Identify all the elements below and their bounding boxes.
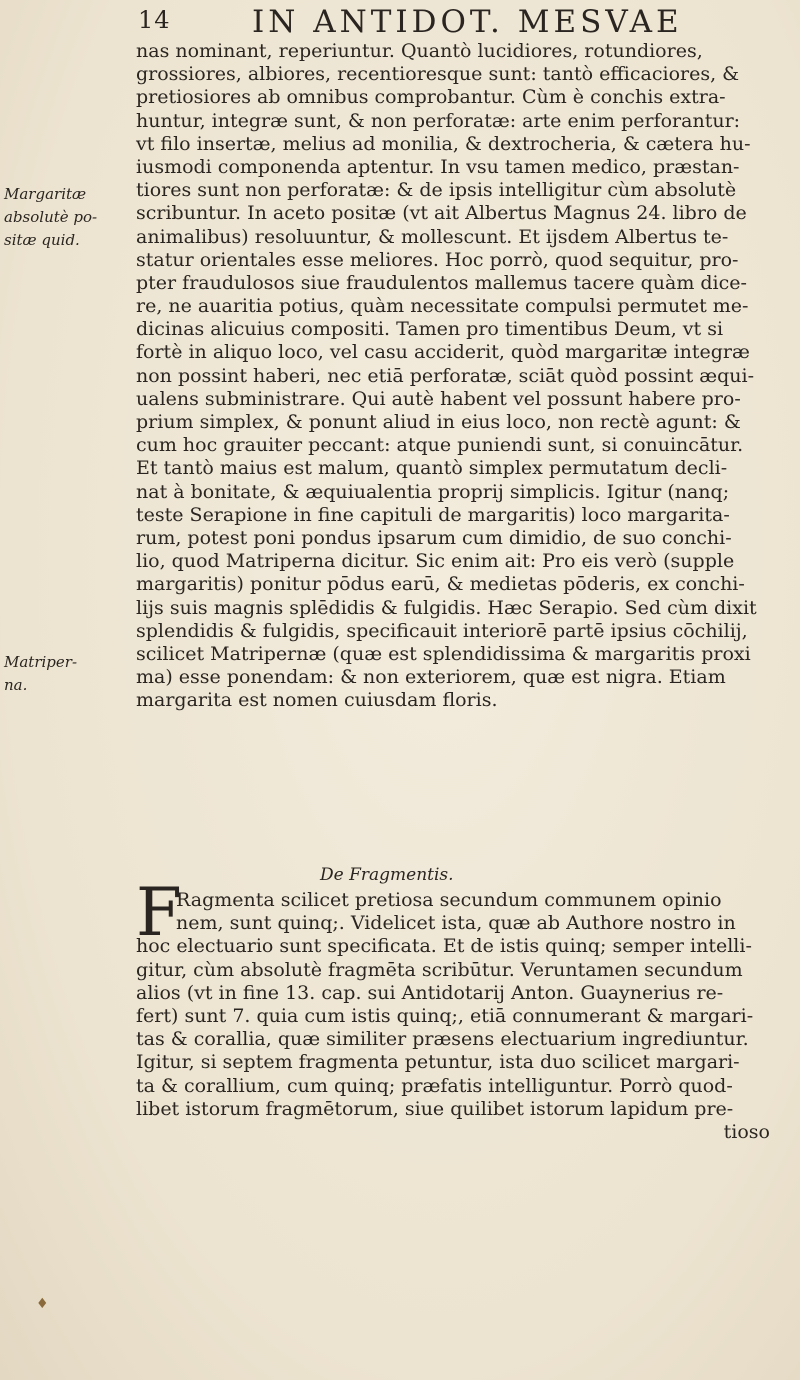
margin-note-matriperna xyxy=(4,651,134,697)
text-line: tioso xyxy=(723,1120,770,1143)
text-line: lio, quod Matriperna dicitur. Sic enim ait: Pro eis verò (supple xyxy=(136,550,735,573)
text-line: iusmodi componenda aptentur. In vsu tamen medico, præstan- xyxy=(136,155,740,178)
text-line: nat à bonitate, & æquiualentia proprij simplicis. Igitur (nanq; xyxy=(136,480,730,503)
text-line: margarita est nomen cuiusdam floris. xyxy=(136,689,498,712)
text-line: re, ne auaritia potius, quàm necessitate compulsi permutet me- xyxy=(136,295,749,318)
text-line: ualens subministrare. Qui autè habent vel possunt habere pro- xyxy=(136,387,741,410)
text-line: gitur, cùm absolutè fragmēta scribūtur. Veruntamen secundum xyxy=(136,958,743,981)
body-text xyxy=(136,40,770,712)
text-line: margaritis) ponitur pōdus earū, & medietas pōderis, ex conchi- xyxy=(136,573,745,596)
text-line: tas & corallia, quæ similiter præsens electuarium ingrediuntur. xyxy=(136,1028,749,1051)
ink-smudge: ♦ xyxy=(36,1296,49,1312)
drop-cap: F xyxy=(136,874,182,951)
text-line: hoc electuario sunt specificata. Et de istis quinq; semper intelli- xyxy=(136,935,752,958)
text-line: cum hoc grauiter peccant: atque puniendi sunt, si conuincātur. xyxy=(136,434,744,457)
margin-note-line: Matriper- xyxy=(4,653,78,671)
text-line: Et tantò maius est malum, quantò simplex permutatum decli- xyxy=(136,457,728,480)
margin-note-line: absolutè po- xyxy=(4,208,98,226)
section-heading: De Fragmentis. xyxy=(320,865,454,885)
text-line: pretiosiores ab omnibus comprobantur. Cùm è conchis extra- xyxy=(136,86,726,109)
text-line: libet istorum fragmētorum, siue quilibet istorum lapidum pre- xyxy=(136,1097,734,1120)
text-line: tiores sunt non perforatæ: & de ipsis intelligitur cùm absolutè xyxy=(136,179,737,202)
text-line: nem, sunt quinq;. Videlicet ista, quæ ab Authore nostro in xyxy=(176,912,736,935)
margin-note-margaritae xyxy=(4,183,134,252)
text-line: dicinas alicuius compositi. Tamen pro timentibus Deum, vt si xyxy=(136,318,724,341)
text-line: non possint haberi, nec etiā perforatæ, sciāt quòd possint æqui- xyxy=(136,364,755,387)
text-line: scribuntur. In aceto positæ (vt ait Albertus Magnus 24. libro de xyxy=(136,202,747,225)
text-line: animalibus) resoluuntur, & mollescunt. Et ijsdem Albertus te- xyxy=(136,225,729,248)
section-body xyxy=(136,889,770,1144)
text-line: fert) sunt 7. quia cum istis quinq;, etiā connumerant & margari- xyxy=(136,1004,754,1027)
text-line: prium simplex, & ponunt aliud in eius loco, non rectè agunt: & xyxy=(136,411,741,433)
margin-note-line: Margaritæ xyxy=(4,185,87,203)
margin-note-line: sitæ quid. xyxy=(4,231,80,249)
text-line: grossiores, albiores, recentioresque sunt: tantò efficaciores, & xyxy=(136,63,740,86)
text-line: Igitur, si septem fragmenta petuntur, ista duo scilicet margari- xyxy=(136,1051,740,1074)
text-line: statur orientales esse meliores. Hoc porrò, quod sequitur, pro- xyxy=(136,248,739,271)
page-number: 14 xyxy=(138,6,171,34)
text-line: pter fraudulosos siue fraudulentos mallemus tacere quàm dice- xyxy=(136,271,747,294)
text-line: rum, potest poni pondus ipsarum cum dimidio, de suo conchi- xyxy=(136,526,732,549)
running-title: IN ANTIDOT. MESVAE xyxy=(252,4,683,40)
text-line: lijs suis magnis splēdidis & fulgidis. Hæc Serapio. Sed cùm dixit xyxy=(136,596,757,619)
text-line: splendidis & fulgidis, specificauit interiorē partē ipsius cōchilij, xyxy=(136,619,748,642)
text-line: vt filo insertæ, melius ad monilia, & dextrocheria, & cætera hu- xyxy=(136,132,751,155)
text-line: teste Serapione in fine capituli de margaritis) loco margarita- xyxy=(136,503,730,526)
page-header xyxy=(0,4,800,40)
margin-note-line: na. xyxy=(4,676,28,694)
text-line: scilicet Matripernæ (quæ est splendidissima & margaritis proxi xyxy=(136,642,751,665)
text-line: alios (vt in fine 13. cap. sui Antidotarij Anton. Guaynerius re- xyxy=(136,981,724,1004)
text-line: Ragmenta scilicet pretiosa secundum communem opinio xyxy=(176,889,722,911)
text-line: huntur, integræ sunt, & non perforatæ: arte enim perforantur: xyxy=(136,109,741,132)
text-line: ma) esse ponendam: & non exteriorem, quæ est nigra. Etiam xyxy=(136,666,726,689)
text-line: ta & corallium, cum quinq; præfatis intelliguntur. Porrò quod- xyxy=(136,1074,733,1097)
text-line: nas nominant, reperiuntur. Quantò lucidiores, rotundiores, xyxy=(136,40,703,62)
text-line: fortè in aliquo loco, vel casu acciderit, quòd margaritæ integræ xyxy=(136,341,750,364)
